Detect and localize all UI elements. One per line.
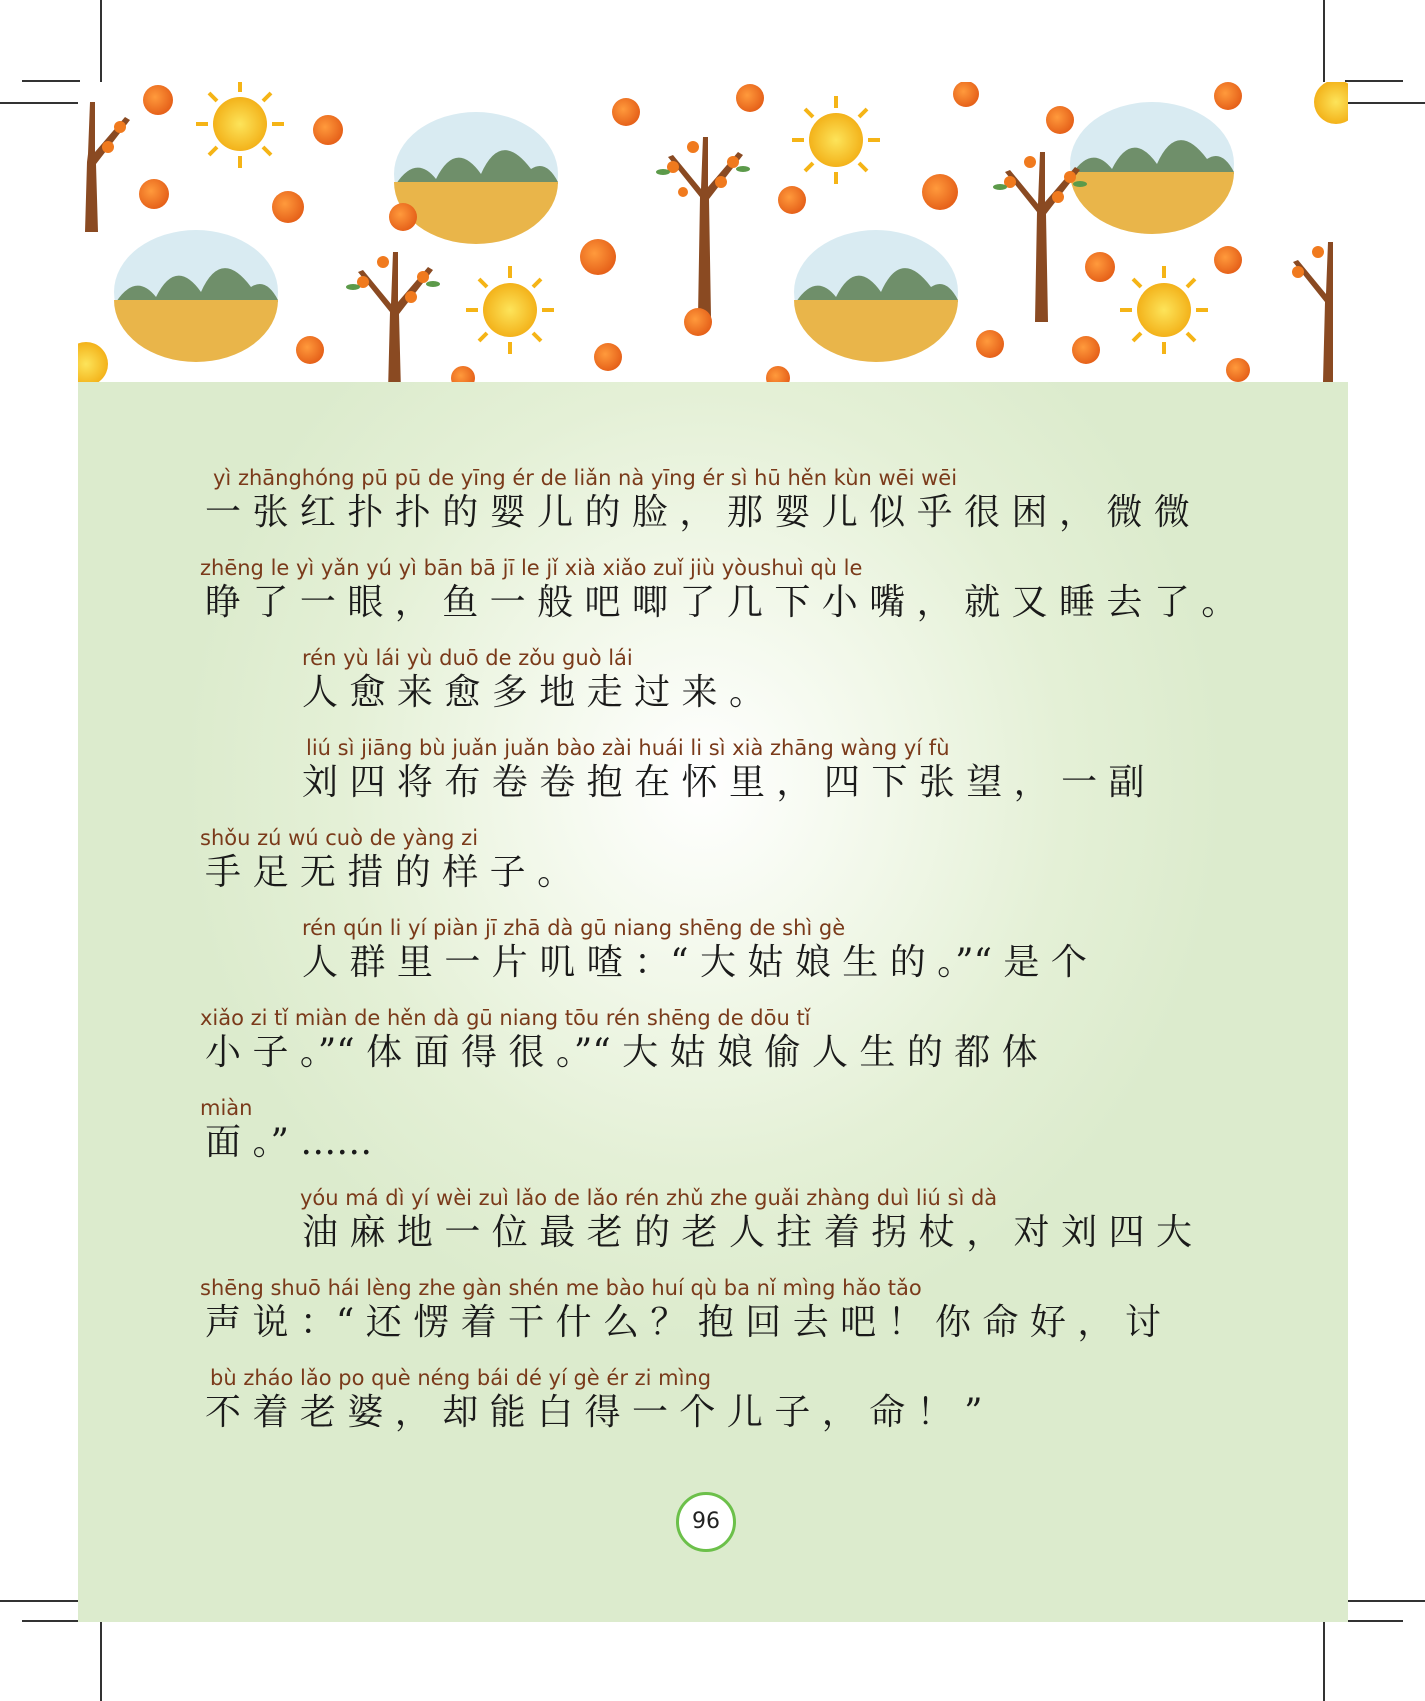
- pinyin-line: yóu má dì yí wèi zuì lǎo de lǎo rén zhǔ zhe guǎi zhàng duì liú sì dà: [300, 1186, 998, 1210]
- orange-tree-icon: [346, 252, 440, 382]
- orange-icon: [139, 82, 1250, 382]
- orange-tree-icon: [993, 152, 1087, 322]
- hanzi-line: 小 子 。”“ 体 面 得 很 。”“ 大 姑 娘 偷 人 生 的 都 体: [205, 1032, 1038, 1073]
- crop-mark: [22, 1620, 80, 1622]
- hanzi-line: 人 愈 来 愈 多 地 走 过 来 。: [302, 672, 765, 713]
- crop-mark: [1348, 1600, 1425, 1602]
- hanzi-line: 一 张 红 扑 扑 的 婴 儿 的 脸 ， 那 婴 儿 似 乎 很 困 ， 微 微: [205, 492, 1190, 533]
- crop-mark: [22, 80, 80, 82]
- sun-icon: [78, 342, 108, 382]
- sun-icon: [1120, 266, 1208, 354]
- sun-icon: [792, 96, 880, 184]
- sun-icon: [466, 266, 554, 354]
- crop-mark: [0, 1600, 78, 1602]
- pinyin-line: rén qún li yí piàn jī zhā dà gū niang shēng de shì gè: [302, 916, 846, 940]
- orange-tree-icon: [85, 102, 130, 232]
- hanzi-line: 声 说 ：“ 还 愣 着 干 什 么 ？ 抱 回 去 吧 ！ 你 命 好 ， 讨: [205, 1302, 1161, 1343]
- pinyin-line: yì zhānghóng pū pū de yīng ér de liǎn nà yīng ér sì hū hěn kùn wēi wēi: [213, 466, 958, 490]
- orange-tree-icon: [656, 137, 750, 317]
- pinyin-line: rén yù lái yù duō de zǒu guò lái: [302, 646, 633, 670]
- page-number: 96: [676, 1492, 736, 1552]
- pinyin-line: liú sì jiāng bù juǎn juǎn bào zài huái li sì xià zhāng wàng yí fù: [306, 736, 950, 760]
- hill-landscape-icon: [394, 112, 558, 244]
- banner-artwork: [78, 82, 1348, 382]
- hill-landscape-icon: [1070, 102, 1234, 234]
- hill-landscape-icon: [114, 230, 278, 362]
- sun-icon: [1314, 82, 1348, 124]
- hanzi-line: 油 麻 地 一 位 最 老 的 老 人 拄 着 拐 杖 ， 对 刘 四 大: [302, 1212, 1192, 1253]
- orange-tree-icon: [1292, 242, 1333, 382]
- pinyin-line: xiǎo zi tǐ miàn de hěn dà gū niang tōu rén shēng de dōu tǐ: [200, 1006, 811, 1030]
- hanzi-line: 面 。” ……: [205, 1122, 373, 1163]
- crop-mark: [100, 1622, 102, 1701]
- illustration-banner: [78, 82, 1348, 382]
- hill-landscape-icon: [794, 230, 958, 362]
- hanzi-line: 不 着 老 婆 ， 却 能 白 得 一 个 儿 子 ， 命 ！ ”: [205, 1392, 983, 1433]
- hanzi-line: 刘 四 将 布 卷 卷 抱 在 怀 里 ， 四 下 张 望 ， 一 副: [302, 762, 1145, 803]
- sun-icon: [196, 82, 284, 168]
- crop-mark: [1345, 80, 1403, 82]
- hanzi-line: 手 足 无 措 的 样 子 。: [205, 852, 574, 893]
- hanzi-line: 人 群 里 一 片 叽 喳 ：“ 大 姑 娘 生 的 。”“ 是 个: [302, 942, 1087, 983]
- pinyin-line: shēng shuō hái lèng zhe gàn shén me bào huí qù ba nǐ mìng hǎo tǎo: [200, 1276, 922, 1300]
- crop-mark: [1323, 1622, 1325, 1701]
- hanzi-line: 睁 了 一 眼 ， 鱼 一 般 吧 唧 了 几 下 小 嘴 ， 就 又 睡 去 了 。: [205, 582, 1238, 623]
- pinyin-line: zhēng le yì yǎn yú yì bān bā jī le jǐ xià xiǎo zuǐ jiù yòushuì qù le: [200, 556, 863, 580]
- pinyin-line: miàn: [200, 1096, 253, 1120]
- pinyin-line: bù zháo lǎo po què néng bái dé yí gè ér zi mìng: [210, 1366, 712, 1390]
- crop-mark: [1345, 1620, 1403, 1622]
- pinyin-line: shǒu zú wú cuò de yàng zi: [200, 826, 479, 850]
